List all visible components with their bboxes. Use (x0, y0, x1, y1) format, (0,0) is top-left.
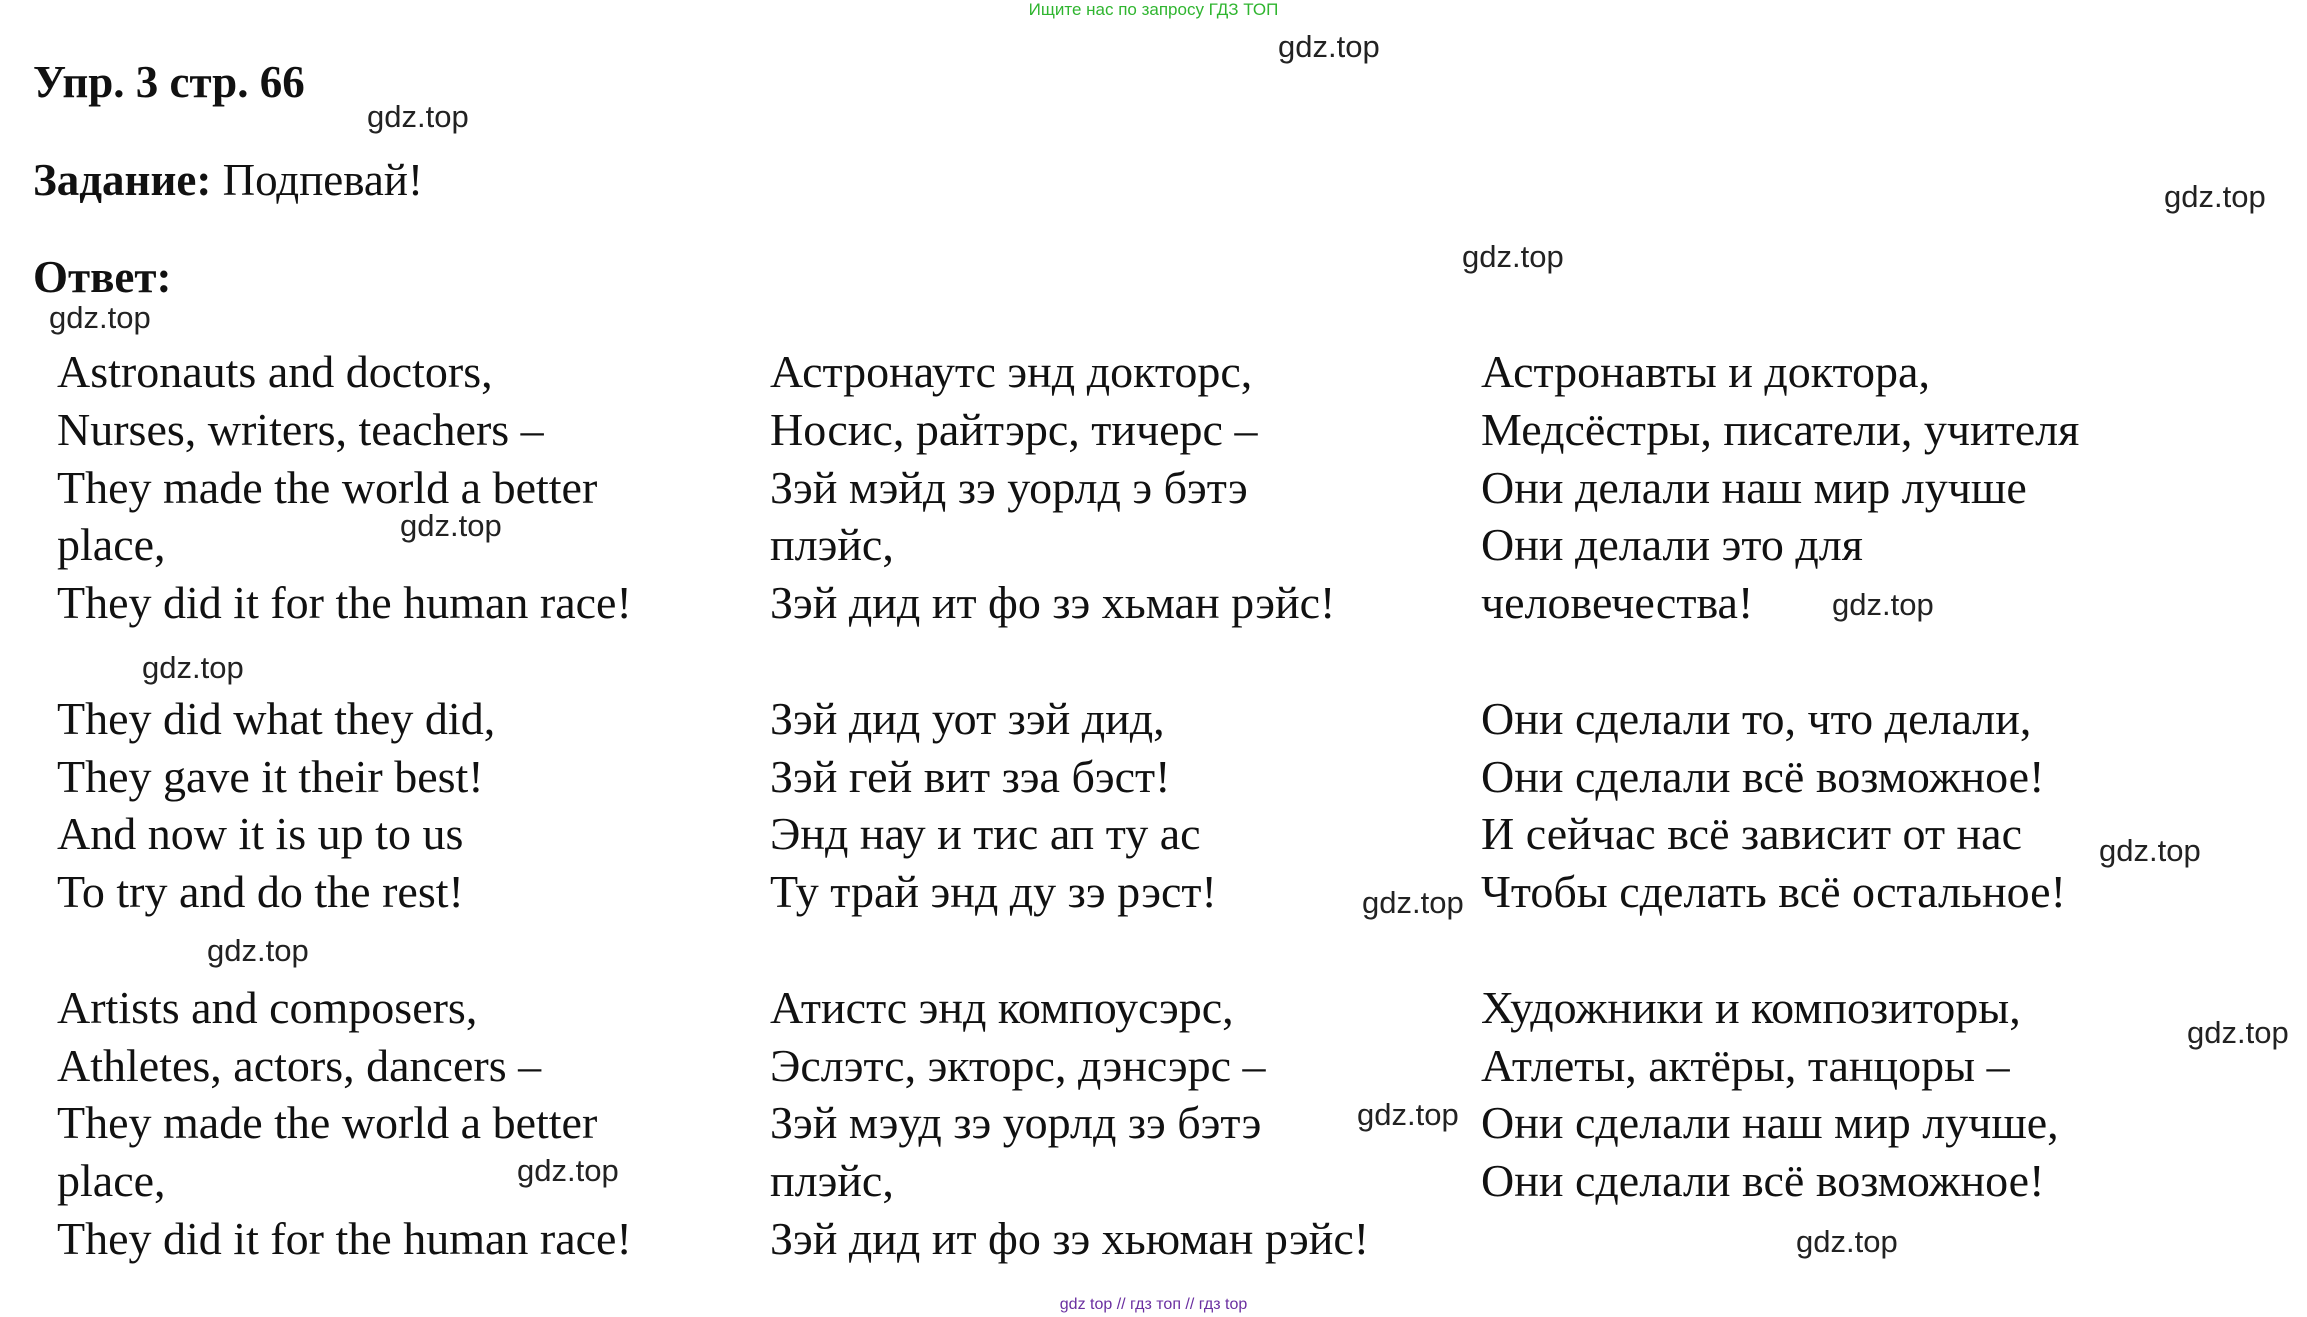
lyric-line: Астронавты и доктора, (1481, 346, 1930, 397)
lyric-line: Зэй дид ит фо зэ хьман рэйс! (770, 577, 1336, 629)
watermark: gdz.top (1362, 885, 1464, 920)
lyric-line: Astronauts and doctors, (57, 346, 493, 397)
lyric-line: Они делали наш мир лучше (1481, 461, 2027, 513)
english-stanza-3 (57, 979, 632, 1268)
lyric-line: Зэй дид уот зэй дид, (770, 692, 1165, 744)
task-label: Задание: (33, 155, 212, 205)
watermark: gdz.top (142, 650, 244, 685)
watermark: gdz.top (1832, 587, 1934, 622)
task-text: Подпевай! (222, 155, 423, 205)
lyric-line: плэйс, (770, 1155, 894, 1207)
lyric-line: Они сделали всё возможное! (1481, 750, 2045, 802)
lyric-line: Атлеты, актёры, танцоры – (1481, 1039, 2010, 1091)
translation-stanza-1 (1481, 343, 2079, 632)
watermark: gdz.top (207, 933, 309, 968)
translation-stanza-2 (1481, 690, 2079, 921)
lyric-line: Энд нау и тис ап ту ас (770, 808, 1201, 860)
lyric-line: Зэй мэуд зэ уорлд зэ бэтэ (770, 1097, 1262, 1149)
watermark: gdz.top (49, 300, 151, 335)
watermark: gdz.top (1796, 1224, 1898, 1259)
lyric-line: Nurses, writers, teachers – (57, 403, 544, 455)
lyric-line: place, (57, 1155, 166, 1207)
lyric-line: И сейчас всё зависит от нас (1481, 808, 2022, 860)
lyric-line: Ту трай энд ду зэ рэст! (770, 866, 1217, 918)
lyric-line: плэйс, (770, 519, 894, 571)
lyric-line: Носис, райтэрс, тичерс – (770, 403, 1258, 455)
top-banner: Ищите нас по запросу ГДЗ ТОП (1028, 0, 1279, 19)
watermark: gdz.top (2187, 1015, 2289, 1050)
lyric-line: They did what they did, (57, 692, 496, 744)
lyric-line: Зэй мэйд зэ уорлд э бэтэ (770, 461, 1248, 513)
lyric-line: Зэй гей вит зэа бэст! (770, 750, 1171, 802)
transliteration-stanza-2 (770, 690, 1369, 921)
watermark: gdz.top (367, 99, 469, 134)
lyric-line: Зэй дид ит фо зэ хьюман рэйс! (770, 1212, 1370, 1264)
lyric-line: Медсёстры, писатели, учителя (1481, 403, 2080, 455)
lyric-line: And now it is up to us (57, 808, 464, 860)
english-stanza-2 (57, 690, 632, 921)
answer-label: Ответ: (33, 252, 172, 302)
watermark: gdz.top (1462, 239, 1564, 274)
lyric-line: человечества! (1481, 577, 1754, 629)
lyric-line: Athletes, actors, dancers – (57, 1039, 542, 1091)
lyric-line: Атистс энд компоусэрс, (770, 981, 1234, 1033)
lyric-line: They did it for the human race! (57, 1212, 632, 1264)
transliteration-stanza-3 (770, 979, 1369, 1268)
lyric-line: Эслэтс, экторс, дэнсэрс – (770, 1039, 1266, 1091)
lyric-line: Они сделали наш мир лучше, (1481, 1097, 2059, 1149)
lyric-line: Они делали это для (1481, 519, 1863, 571)
task-line (33, 155, 423, 205)
watermark: gdz.top (1278, 29, 1380, 64)
translation-stanza-3 (1481, 979, 2079, 1210)
watermark: gdz.top (1357, 1097, 1459, 1132)
lyric-line: They did it for the human race! (57, 577, 632, 629)
english-column (57, 343, 632, 1268)
lyric-line: Они сделали то, что делали, (1481, 692, 2032, 744)
footer-links: gdz top // гдз топ // гдз top (1059, 1296, 1248, 1313)
watermark: gdz.top (2164, 179, 2266, 214)
lyric-line: Астронаутс энд докторс, (770, 346, 1253, 397)
lyric-line: Artists and composers, (57, 981, 478, 1033)
lyric-line: To try and do the rest! (57, 866, 464, 918)
exercise-title: Упр. 3 стр. 66 (33, 57, 305, 107)
transliteration-column (770, 343, 1369, 1268)
lyric-line: Художники и композиторы, (1481, 981, 2021, 1033)
watermark: gdz.top (400, 508, 502, 543)
lyric-line: Они сделали всё возможное! (1481, 1155, 2045, 1207)
english-stanza-1 (57, 343, 632, 632)
lyric-line: They gave it their best! (57, 750, 484, 802)
watermark: gdz.top (2099, 833, 2201, 868)
lyric-line: They made the world a better (57, 1097, 598, 1149)
lyric-line: Чтобы сделать всё остальное! (1481, 866, 2066, 918)
watermark: gdz.top (517, 1153, 619, 1188)
transliteration-stanza-1 (770, 343, 1369, 632)
lyric-line: place, (57, 519, 166, 571)
lyric-line: They made the world a better (57, 461, 598, 513)
translation-column (1481, 343, 2079, 1210)
